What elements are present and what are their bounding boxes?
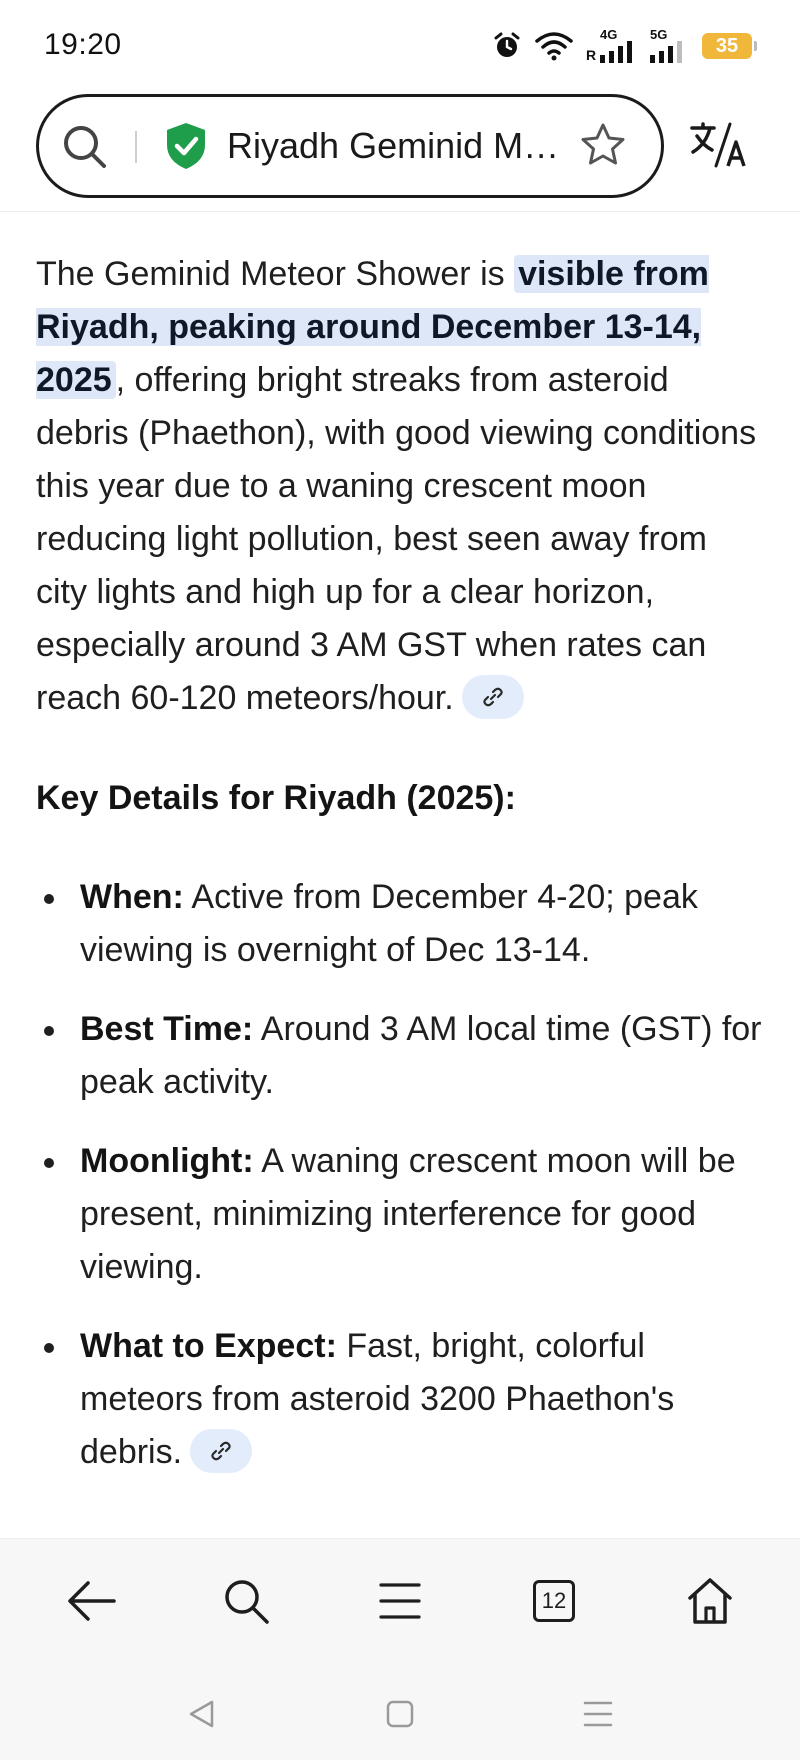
source-link-chip[interactable] xyxy=(190,1429,252,1473)
list-item-text: Fast, bright, colorful meteors from asteroid 3200 Phaethon's debris. xyxy=(80,1327,675,1471)
page-title[interactable]: Riyadh Geminid M… xyxy=(227,125,560,166)
translate-icon[interactable] xyxy=(688,120,748,172)
network-4g-label: 4G xyxy=(600,27,618,42)
secure-shield-icon[interactable] xyxy=(163,121,209,171)
tabs-button[interactable] xyxy=(522,1569,586,1633)
browser-bottom-nav xyxy=(0,1538,800,1666)
list-item-text: A waning crescent moon will be present, minimizing interference for good viewing. xyxy=(80,1142,736,1286)
intro-text-end: , offering bright streaks from asteroid debris (Phaethon), with good viewing conditions this year due to a waning crescent moon reducing light pollution, best seen away from city lights and high up for a clear horizon, especially around 3 AM GST when rates can reach 60-120 meteors/hour. xyxy=(36,361,757,717)
link-icon xyxy=(210,1440,232,1462)
menu-icon xyxy=(379,1581,421,1621)
intro-paragraph xyxy=(36,248,766,725)
back-arrow-icon xyxy=(66,1579,118,1623)
list-item-text: Around 3 AM local time (GST) for peak activity. xyxy=(80,1010,762,1101)
list-item xyxy=(36,1003,766,1109)
list-item xyxy=(36,1135,766,1294)
list-item-label: What to Expect: xyxy=(80,1327,337,1365)
signal-5g-icon xyxy=(650,29,690,63)
home-square-icon xyxy=(386,1700,414,1728)
address-bar[interactable] xyxy=(36,94,664,198)
link-icon xyxy=(482,686,504,708)
system-back-button[interactable] xyxy=(182,1694,222,1734)
signal-4g-icon xyxy=(586,29,638,63)
roaming-label: R xyxy=(586,47,597,63)
intro-text-start: The Geminid Meteor Shower is xyxy=(36,255,515,293)
home-icon xyxy=(685,1576,735,1626)
intro-highlight: visible from Riyadh, peaking around December 13-14, 2025 xyxy=(36,255,709,399)
tab-count: 12 xyxy=(541,1588,567,1613)
network-5g-label: 5G xyxy=(650,27,668,42)
system-recents-button[interactable] xyxy=(578,1694,618,1734)
list-item xyxy=(36,871,766,977)
wifi-icon xyxy=(534,31,574,61)
system-nav-bar xyxy=(0,1666,800,1760)
status-bar xyxy=(0,0,800,92)
back-triangle-icon xyxy=(187,1699,217,1729)
menu-button[interactable] xyxy=(368,1569,432,1633)
key-details-list xyxy=(36,871,766,1479)
status-time: 19:20 xyxy=(44,28,122,61)
home-button[interactable] xyxy=(678,1569,742,1633)
source-link-chip[interactable] xyxy=(462,675,524,719)
battery-icon xyxy=(702,33,752,59)
list-item-label: When: xyxy=(80,878,184,916)
back-button[interactable] xyxy=(60,1569,124,1633)
list-item-label: Best Time: xyxy=(80,1010,254,1048)
top-divider xyxy=(0,211,800,212)
search-icon[interactable] xyxy=(61,123,109,171)
status-icons xyxy=(492,28,752,64)
search-icon xyxy=(221,1576,271,1626)
recents-menu-icon xyxy=(583,1699,613,1729)
tabs-icon xyxy=(533,1580,575,1622)
search-button[interactable] xyxy=(214,1569,278,1633)
alarm-icon xyxy=(492,31,522,61)
battery-level: 35 xyxy=(715,34,739,57)
article-content xyxy=(36,248,766,1505)
address-separator xyxy=(135,131,137,163)
list-item-text: Active from December 4-20; peak viewing is overnight of Dec 13-14. xyxy=(80,878,698,969)
section-heading: Key Details for Riyadh (2025): xyxy=(36,779,516,817)
system-home-button[interactable] xyxy=(380,1694,420,1734)
list-item xyxy=(36,1320,766,1479)
bookmark-star-icon[interactable] xyxy=(579,121,627,169)
list-item-label: Moonlight: xyxy=(80,1142,254,1180)
